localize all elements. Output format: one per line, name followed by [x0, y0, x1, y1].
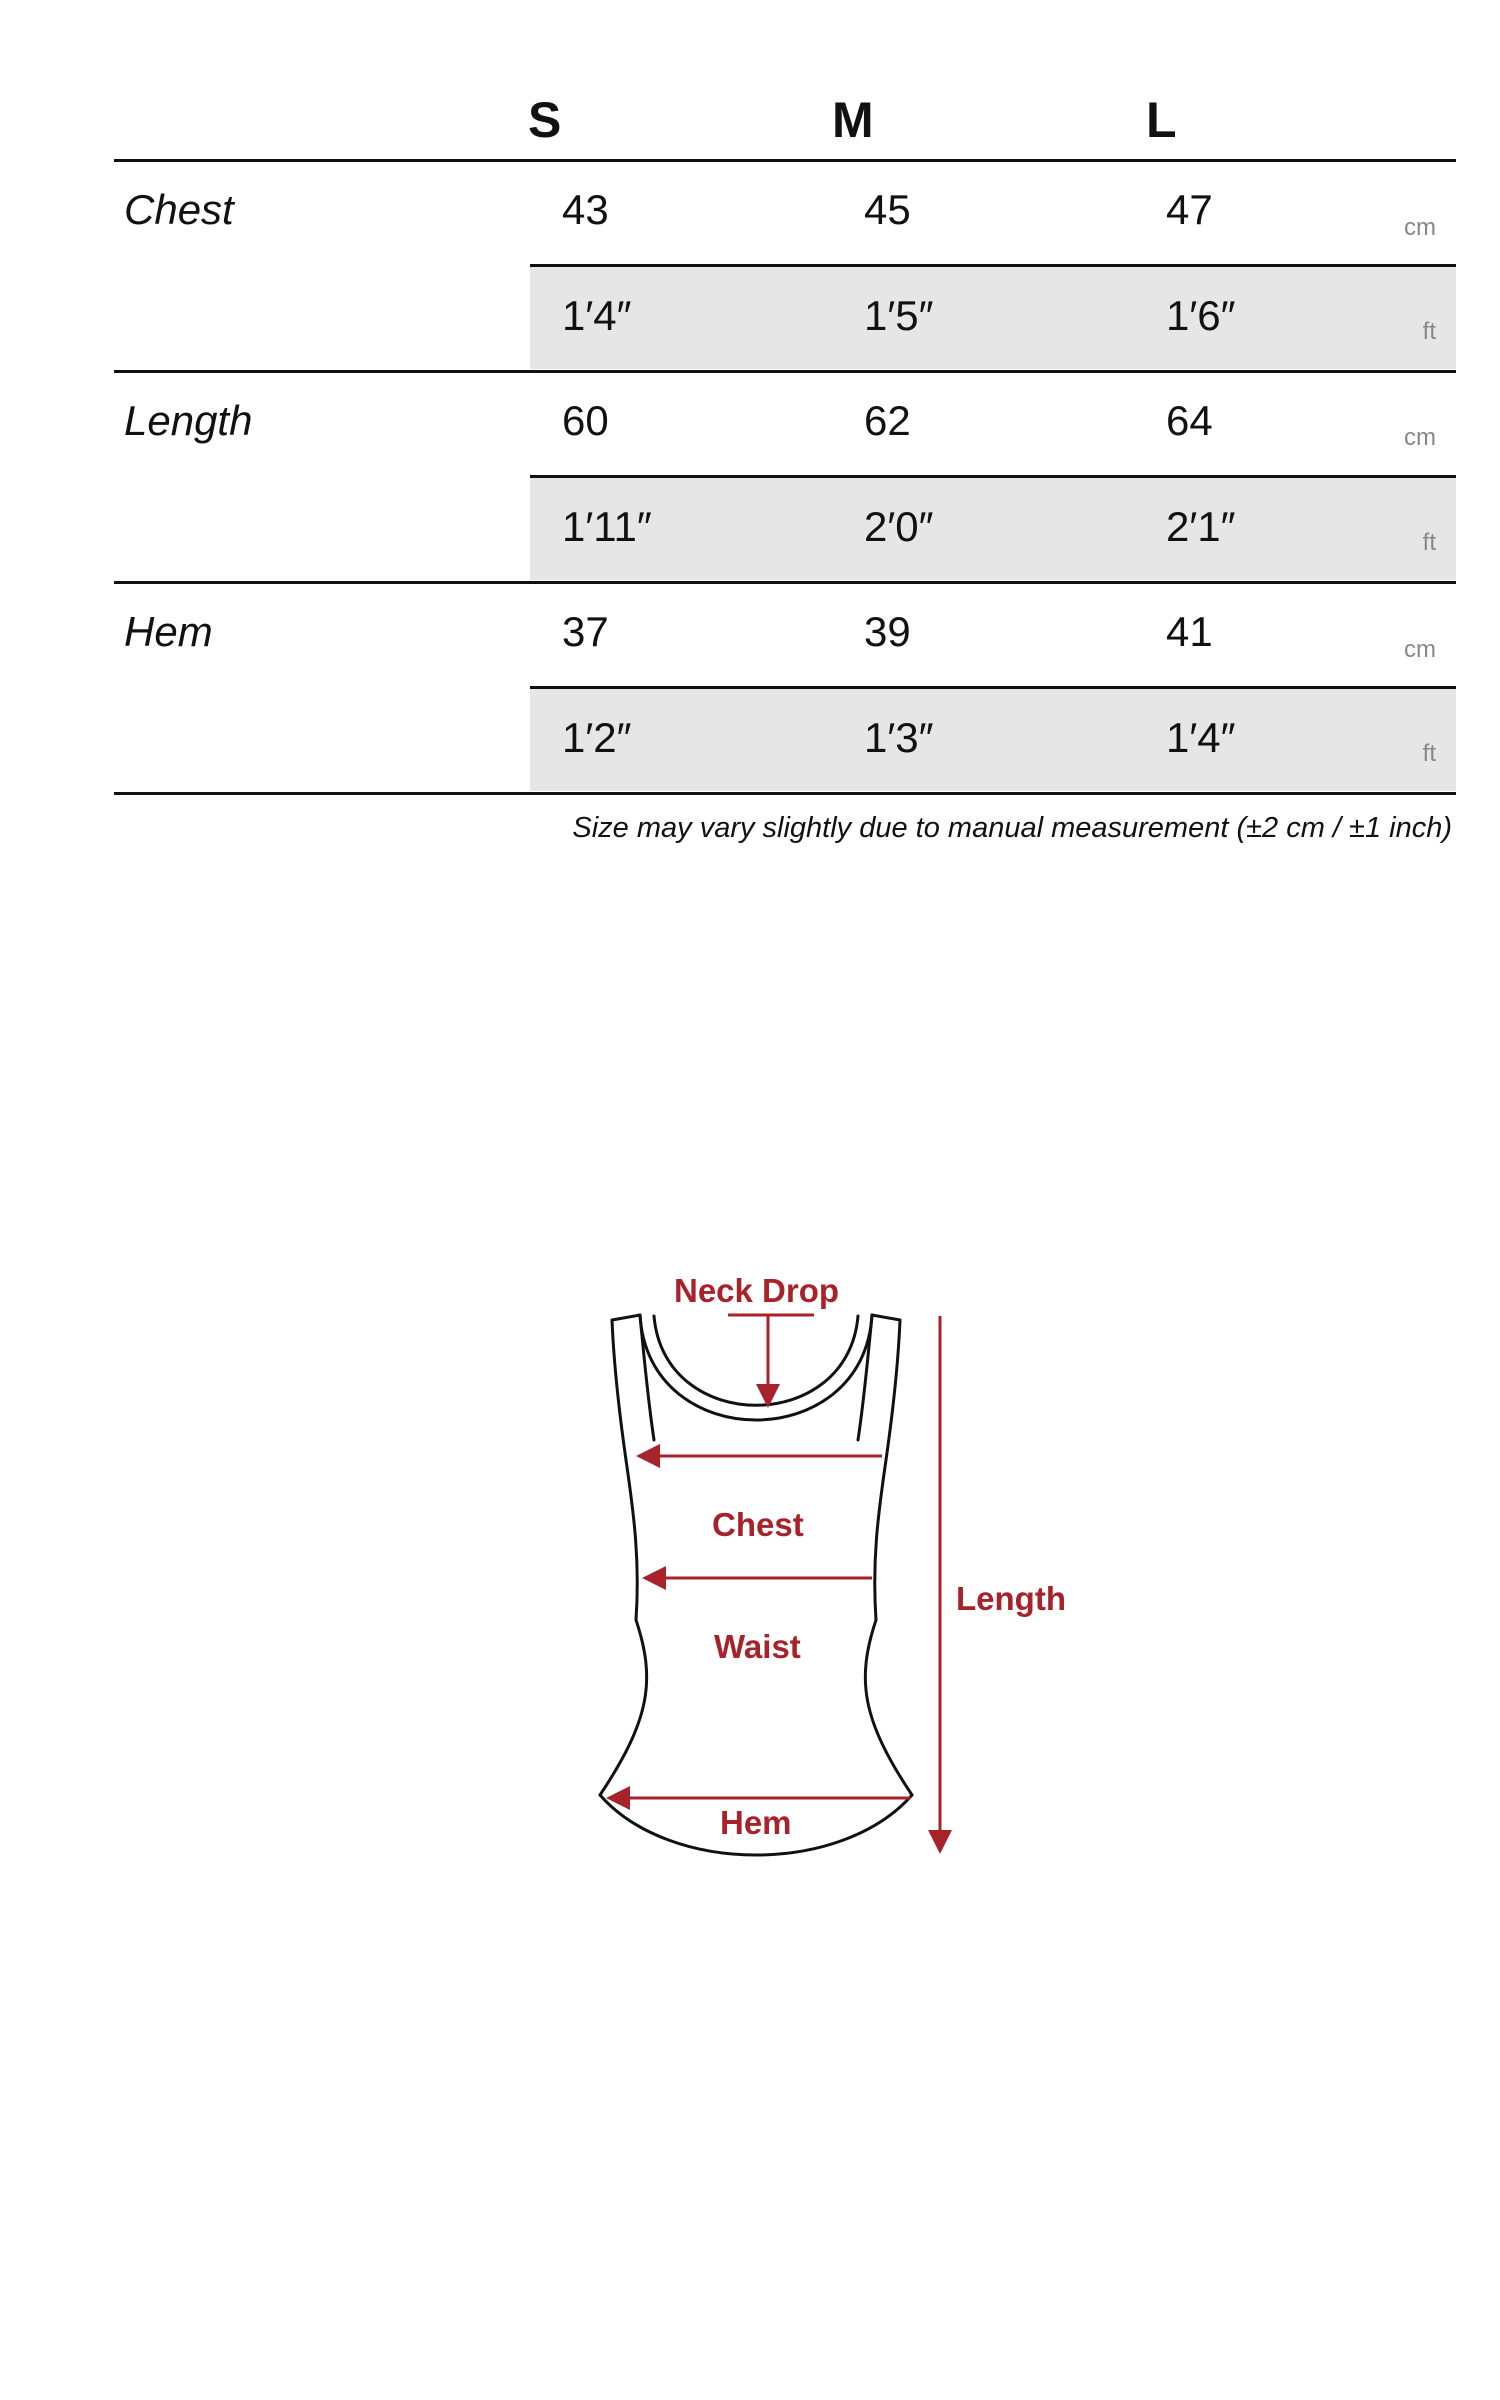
cell-chest-s-cm: 43 — [562, 186, 609, 233]
size-header-m: M — [832, 92, 874, 148]
cell-length-l-cm: 64 — [1166, 397, 1213, 444]
table-rule-length-sub — [530, 475, 1456, 478]
tank-top-outline — [600, 1315, 912, 1855]
cell-hem-s-cm: 37 — [562, 608, 609, 655]
label-chest: Chest — [712, 1506, 804, 1543]
measure-label-chest: Chest — [124, 186, 234, 233]
cell-chest-l-ft: 1′6″ — [1166, 292, 1236, 339]
cell-hem-m-ft: 1′3″ — [864, 714, 934, 761]
tank-top-diagram — [560, 1250, 1120, 1910]
table-rule-length-end — [114, 581, 1456, 584]
label-hem: Hem — [720, 1804, 792, 1841]
cell-chest-m-ft: 1′5″ — [864, 292, 934, 339]
table-rule-top — [114, 159, 1456, 162]
cell-chest-m-cm: 45 — [864, 186, 911, 233]
label-waist: Waist — [714, 1628, 801, 1665]
table-rule-chest-end — [114, 370, 1456, 373]
table-rule-chest-sub — [530, 264, 1456, 267]
cell-length-s-cm: 60 — [562, 397, 609, 444]
measure-label-length: Length — [124, 397, 253, 444]
cell-length-m-ft: 2′0″ — [864, 503, 934, 550]
unit-cm-label: cm — [1404, 424, 1436, 451]
cell-hem-l-cm: 41 — [1166, 608, 1213, 655]
unit-ft-label: ft — [1422, 740, 1436, 767]
cell-length-l-ft: 2′1″ — [1166, 503, 1236, 550]
measure-label-hem: Hem — [124, 608, 213, 655]
unit-cm-label: cm — [1404, 636, 1436, 663]
table-rule-hem-sub — [530, 686, 1456, 689]
unit-cm-label: cm — [1404, 214, 1436, 241]
unit-ft-label: ft — [1422, 318, 1436, 345]
measurement-arrows — [612, 1315, 940, 1848]
cell-length-m-cm: 62 — [864, 397, 911, 444]
label-length: Length — [956, 1580, 1066, 1617]
cell-hem-m-cm: 39 — [864, 608, 911, 655]
row-shade-chest-ft — [530, 265, 1456, 369]
cell-hem-s-ft: 1′2″ — [562, 714, 632, 761]
cell-chest-s-ft: 1′4″ — [562, 292, 632, 339]
table-rule-bottom — [114, 792, 1456, 795]
size-header-l: L — [1146, 92, 1177, 148]
cell-chest-l-cm: 47 — [1166, 186, 1213, 233]
row-shade-hem-ft — [530, 687, 1456, 791]
unit-ft-label: ft — [1422, 529, 1436, 556]
size-header-s: S — [528, 92, 562, 148]
row-shade-length-ft — [530, 476, 1456, 580]
cell-length-s-ft: 1′11″ — [562, 503, 652, 550]
measurement-note: Size may vary slightly due to manual measurement (±2 cm / ±1 inch) — [572, 812, 1452, 844]
cell-hem-l-ft: 1′4″ — [1166, 714, 1236, 761]
label-neck-drop: Neck Drop — [674, 1272, 840, 1309]
